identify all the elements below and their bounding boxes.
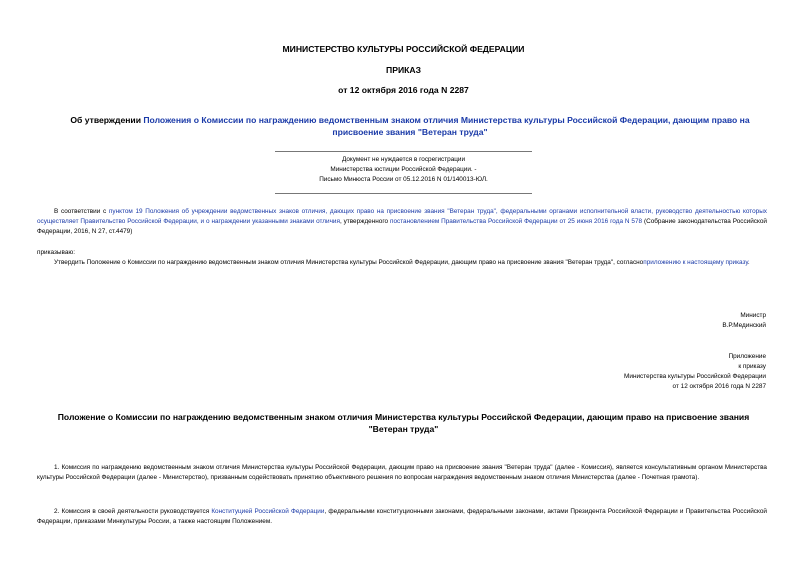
- divider-top: [275, 151, 532, 152]
- preamble-text: , утвержденного: [339, 218, 390, 225]
- signature-block: [722, 311, 766, 331]
- regulation-text: 2. Комиссия в своей деятельности руководствуется: [54, 508, 212, 515]
- regulation-text: , федеральными конституционными законами, федеральными законами, актами Президента Российской Федерации и Правительства Российской Федерации, приказами Минкультуры России, а также настоящим Положением.: [37, 508, 767, 525]
- appendix-block: [624, 352, 766, 392]
- signature-name: В.Р.Мединский: [722, 322, 766, 329]
- regulation-paragraph-2: [37, 507, 767, 527]
- registration-note-line: Письмо Минюста России от 05.12.2016 N 01/140013-ЮЛ.: [319, 176, 488, 183]
- registration-note: [275, 155, 532, 185]
- registration-note-line: Министерства юстиции Российской Федерации. -: [330, 166, 477, 173]
- appendix-line: от 12 октября 2016 года N 2287: [672, 383, 766, 390]
- decree-paragraph: [37, 258, 767, 268]
- appendix-link[interactable]: приложению к настоящему приказу: [643, 259, 748, 266]
- regulation-link[interactable]: Положения о Комиссии по награждению ведомственным знаком отличия Министерства культуры Российской Федерации, дающим право на присвоение звания "Ветеран труда": [143, 115, 750, 137]
- government-resolution-link[interactable]: постановлением Правительства Российской Федерации от 25 июня 2016 года N 578: [389, 218, 643, 225]
- order-title: [50, 114, 770, 138]
- appendix-line: Приложение: [728, 353, 766, 360]
- registration-note-line: Документ не нуждается в госрегистрации: [341, 156, 466, 163]
- decree-text: .: [747, 259, 750, 266]
- regulation-title: Положение о Комиссии по награждению ведомственным знаком отличия Министерства культуры Российской Федерации, дающим право на присвоение звания "Ветеран труда": [57, 412, 750, 434]
- decree-label: приказываю:: [37, 249, 75, 256]
- preamble-text: В соответствии с: [54, 208, 109, 215]
- appendix-line: к приказу: [738, 363, 766, 370]
- preamble-paragraph: [37, 207, 767, 237]
- ministry-heading: МИНИСТЕРСТВО КУЛЬТУРЫ РОССИЙСКОЙ ФЕДЕРАЦИИ: [282, 44, 525, 54]
- signature-position: Министр: [740, 312, 766, 319]
- order-title-prefix: Об утверждении: [70, 115, 144, 125]
- divider-bottom: [275, 193, 532, 194]
- order-heading: ПРИКАЗ: [386, 65, 421, 75]
- constitution-link[interactable]: Конституцией Российской Федерации: [211, 508, 325, 515]
- order-date-number: от 12 октября 2016 года N 2287: [338, 85, 469, 95]
- appendix-line: Министерства культуры Российской Федерации: [624, 373, 766, 380]
- decree-text: Утвердить Положение о Комиссии по награждению ведомственным знаком отличия Министерства культуры Российской Федерации, дающим право на присвоение звания "Ветеран труда", согласно: [54, 259, 644, 266]
- regulation-clause-link[interactable]: пунктом 19 Положения об учреждении ведомственных знаков отличия, дающих право на присвоение звания "Ветеран труда", федеральными органами исполнительной власти, руководство деятельностью которых осуществляет Правительство Российской Федерации, и о награждении указанными знаками отличия: [37, 208, 768, 225]
- preamble-text: (Собрание законодательства Российской Федерации, 2016, N 27, ст.4479): [37, 218, 767, 235]
- regulation-paragraph-1: 1. Комиссия по награждению ведомственным знаком отличия Министерства культуры Российской Федерации, дающим право на присвоение звания "Ветеран труда" (далее - Комиссия), является консультативным органом Министерства культуры Российской Федерации (далее - Министерство), призванным содействовать принятию объективного решения по вопросам награждения ведомственным знаком отличия Министерства (далее - Почетная грамота).: [37, 464, 767, 481]
